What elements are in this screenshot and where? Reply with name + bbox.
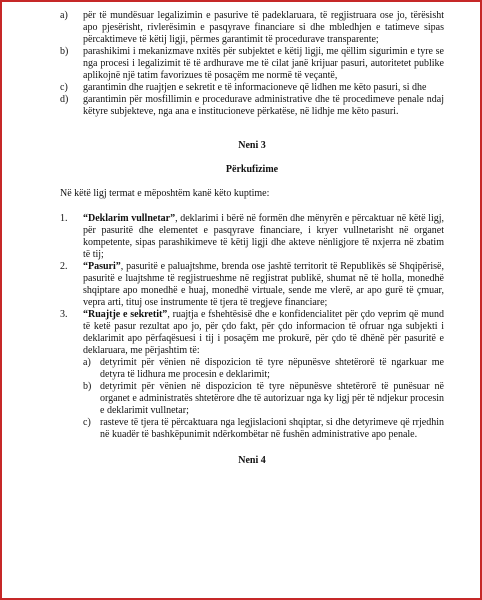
exception-text: detyrimit për vënien në dispozicion të tyre nëpunësve shtetërorë të punësuar në organet e administratës shtetërore dhe të autorizuar nga ky ligj për të ndjekur procesin e deklarimit vullnetar; bbox=[100, 381, 444, 416]
definition-text: , deklarimi i bërë në formën dhe mënyrën e përcaktuar në këtë ligj, për pasuritë dhe elementet e pasqyrave financiare, i kryer vullnetarisht në organet kompetente, sipas parashikimeve të këtij ligji dhe akteve nënligjore të nxjerra në zbatim të tij; bbox=[83, 213, 445, 260]
definition-number: 2. bbox=[60, 261, 68, 272]
list-item-text: për të mundësuar legalizimin e pasurive të padeklaruara, të regjistruara ose jo, tërësisht apo pjesërisht, rivlerësimin e pasqyrave financiare si dhe mbledhjen e tatimeve sipas përcaktimeve të këtij ligji, përmes garantimit të procedurave transparente; bbox=[83, 10, 444, 45]
list-marker: b) bbox=[60, 46, 69, 57]
exception-item bbox=[83, 381, 444, 417]
definition-item bbox=[60, 261, 444, 309]
list-item-text: garantimin dhe ruajtjen e sekretit e të informacioneve që lidhen me këto pasuri, si dhe bbox=[83, 82, 427, 93]
list-marker: c) bbox=[60, 82, 68, 93]
exception-text: rasteve të tjera të përcaktuara nga legjislacioni shqiptar, si dhe detyrimeve që rrjedhin në kuadër të bashkëpunimit ndërkombëtar në fushën administrative apo penale. bbox=[100, 417, 444, 440]
document-body bbox=[60, 10, 444, 467]
list-marker: a) bbox=[83, 357, 91, 368]
definition-text: , ruajtja e fshehtësisë dhe e konfidencialitet për çdo veprim që mund të ketë pasur rezultat apo jo, për çdo fakt, për çdo informacion të ofruar nga subjekti i deklarimit apo përfaqësuesi i tij i posaçëm me prokurë, për çdo të dhënë për pasuritë e deklaruara, me përjashtim të: bbox=[83, 309, 444, 356]
article-3-title: Neni 3 bbox=[238, 140, 266, 151]
exceptions-list bbox=[83, 357, 444, 441]
list-item-text: parashikimi i mekanizmave nxitës për subjektet e këtij ligji, me qëllim sigurimin e tyre se nga procesi i legalizimit të të ardhurave me të cilat janë krijuar pasuri, autoritetet publike aplikojnë një tatim favorizues të posaçëm me normë të veçantë, bbox=[83, 46, 444, 81]
list-item bbox=[60, 10, 444, 46]
list-item bbox=[60, 94, 444, 118]
exception-item bbox=[83, 417, 444, 441]
list-marker: c) bbox=[83, 417, 91, 428]
purpose-list bbox=[60, 10, 444, 118]
list-item-text: garantimin për mosfillimin e procedurave administrative dhe të procedimeve penale ndaj këtyre subjekteve, nga ana e institucioneve përkatëse, në lidhje me këto pasuri. bbox=[83, 94, 444, 117]
list-marker: a) bbox=[60, 10, 68, 21]
exception-item bbox=[83, 357, 444, 381]
article-3-subtitle: Përkufizime bbox=[225, 164, 279, 175]
intro-paragraph: Në këtë ligj termat e mëposhtëm kanë këto kuptime: bbox=[60, 188, 270, 199]
definition-item bbox=[60, 213, 444, 261]
exception-text: detyrimit për vënien në dispozicion të tyre nëpunësve shtetërorë të ngarkuar me detyra të lidhura me procesin e deklarimit; bbox=[100, 357, 444, 380]
article-4-title: Neni 4 bbox=[238, 455, 266, 466]
definition-number: 1. bbox=[60, 213, 68, 224]
list-item bbox=[60, 82, 444, 94]
definition-item bbox=[60, 309, 444, 441]
list-marker: b) bbox=[83, 381, 92, 392]
list-marker: d) bbox=[60, 94, 69, 105]
definition-term: “Pasuri” bbox=[83, 261, 121, 272]
definition-text: , pasuritë e paluajtshme, brenda ose jashtë territorit të Republikës së Shqipërisë, pasuritë e luajtshme të regjistrueshme në regjistrat publikë, shumat në të holla, monedhë shqiptare apo monedhë e huaj, monedhë virtuale, sende me vlerë, ar apo gurë të çmuar, vepra arti, tituj ose instrumente të tjera të tregjeve financiare; bbox=[83, 261, 444, 308]
definition-term: “Ruajtje e sekretit” bbox=[83, 309, 168, 320]
definitions-list bbox=[60, 213, 444, 441]
definition-number: 3. bbox=[60, 309, 68, 320]
list-item bbox=[60, 46, 444, 82]
definition-term: “Deklarim vullnetar” bbox=[83, 213, 176, 224]
